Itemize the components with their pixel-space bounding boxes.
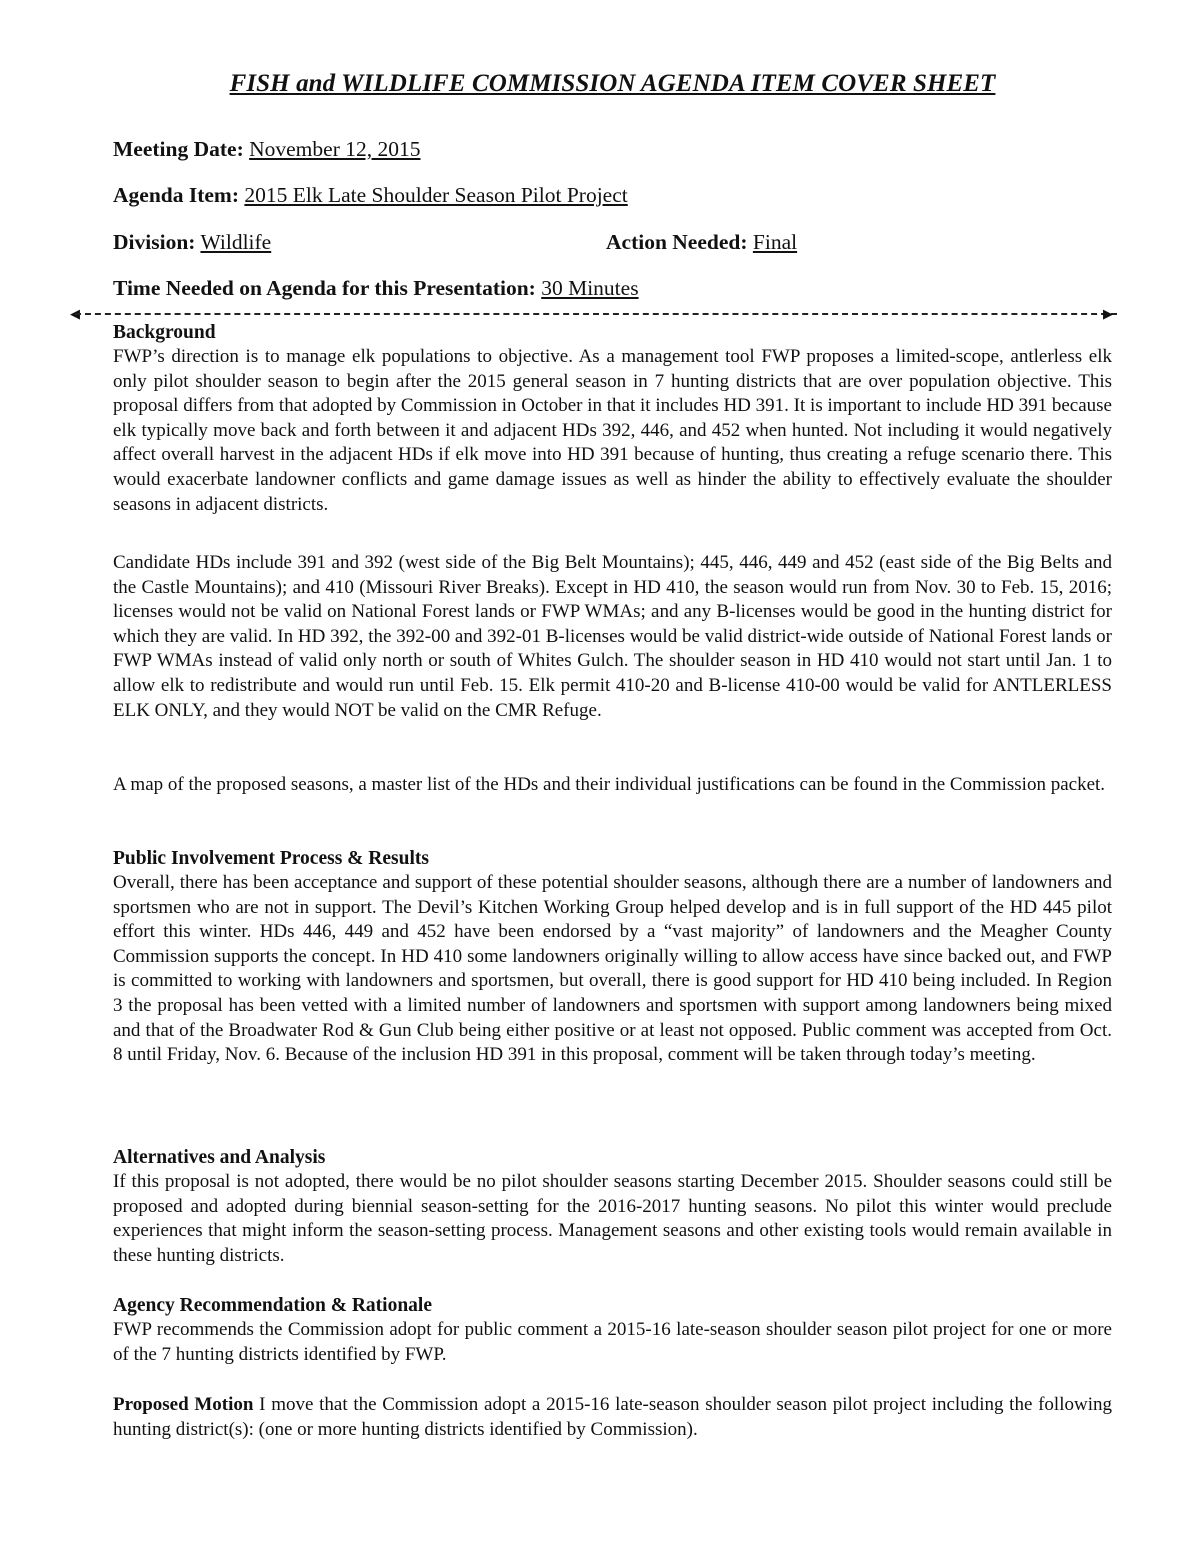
alternatives-paragraph: If this proposal is not adopted, there would be no pilot shoulder seasons starting December 2015. Shoulder seasons could still be proposed and adopted during biennial season-setting for the 2016-2017 hunting seasons. No pilot this winter would preclude experiences that might inform the season-setting process. Management seasons and other existing tools would remain available in these hunting districts. <box>113 1171 1112 1266</box>
motion-heading: Proposed Motion <box>113 1394 254 1415</box>
division-value: Wildlife <box>200 230 272 254</box>
meeting-date-value: November 12, 2015 <box>249 137 421 161</box>
meeting-date-label: Meeting Date: <box>113 137 244 161</box>
meeting-date-line <box>113 136 420 162</box>
motion-paragraph <box>113 1393 1112 1442</box>
motion-text: I move that the Commission adopt a 2015-16 late-season shoulder season pilot project including the following hunting district(s): (one or more hunting districts identified by Commission). <box>113 1394 1112 1440</box>
background-section-3 <box>113 773 1112 798</box>
document-title: FISH and WILDLIFE COMMISSION AGENDA ITEM COVER SHEET <box>229 70 996 97</box>
agenda-item-line <box>113 182 628 208</box>
time-needed-value: 30 Minutes <box>541 276 639 300</box>
division-label: Division: <box>113 230 196 254</box>
background-section <box>113 321 1112 517</box>
public-involvement-paragraph: Overall, there has been acceptance and support of these potential shoulder seasons, although there are a number of landowners and sportsmen who are not in support. The Devil’s Kitchen Working Group helped develop and is in full support of the HD 445 pilot effort this winter. HDs 446, 449 and 452 have been endorsed by a “vast majority” of landowners and the Meagher County Commission supports the concept. In HD 410 some landowners originally willing to allow access have since backed out, and FWP is committed to working with landowners and sportsmen, but overall, there is good support for HD 410 being included. In Region 3 the proposal has been vetted with a limited number of landowners and sportsmen with support among landowners being mixed and that of the Broadwater Rod & Gun Club being either positive or at least not opposed. Public comment was accepted from Oct. 8 until Friday, Nov. 6. Because of the inclusion HD 391 in this proposal, comment will be taken through today’s meeting. <box>113 872 1112 1066</box>
time-needed-line <box>113 275 639 301</box>
recommendation-heading: Agency Recommendation & Rationale <box>113 1295 432 1316</box>
agenda-item-value: 2015 Elk Late Shoulder Season Pilot Project <box>244 183 628 207</box>
time-needed-label: Time Needed on Agenda for this Presentation: <box>113 276 536 300</box>
action-needed-value: Final <box>752 230 798 254</box>
agenda-item-label: Agenda Item: <box>113 183 239 207</box>
action-needed-line <box>606 229 797 255</box>
alternatives-heading: Alternatives and Analysis <box>113 1147 326 1168</box>
action-needed-label: Action Needed: <box>606 230 748 254</box>
background-paragraph-1: FWP’s direction is to manage elk populations to objective. As a management tool FWP proposes a limited-scope, antlerless elk only pilot shoulder season to begin after the 2015 general season in 7 hunting districts that are over population objective. This proposal differs from that adopted by Commission in October in that it includes HD 391. It is important to include HD 391 because elk typically move back and forth between it and adjacent HDs 392, 446, and 452 when hunted. Not including it would negatively affect overall harvest in the adjacent HDs if elk move into HD 391 because of hunting, thus creating a refuge scenario there. This would exacerbate landowner conflicts and game damage issues as well as hinder the ability to effectively evaluate the shoulder seasons in adjacent districts. <box>113 346 1112 515</box>
background-heading: Background <box>113 322 216 343</box>
background-paragraph-2: Candidate HDs include 391 and 392 (west side of the Big Belt Mountains); 445, 446, 449 and 452 (east side of the Big Belts and the Castle Mountains); and 410 (Missouri River Breaks). Except in HD 410, the season would run from Nov. 30 to Feb. 15, 2016; licenses would not be valid on National Forest lands or FWP WMAs; and any B-licenses would be good in the hunting district for which they are valid. In HD 392, the 392-00 and 392-01 B-licenses would be valid district-wide outside of National Forest lands or FWP WMAs instead of valid only north or south of Whites Gulch. The shoulder season in HD 410 would not start until Jan. 1 to allow elk to redistribute and would run until Feb. 15. Elk permit 410-20 and B-license 410-00 would be valid for ANTLERLESS ELK ONLY, and they would NOT be valid on the CMR Refuge. <box>113 552 1112 721</box>
public-involvement-section <box>113 847 1112 1068</box>
recommendation-section <box>113 1294 1112 1367</box>
division-line <box>113 229 271 255</box>
divider-left-arrow-icon: ◀ <box>70 306 80 321</box>
motion-section <box>113 1393 1112 1442</box>
alternatives-section <box>113 1146 1112 1268</box>
recommendation-paragraph: FWP recommends the Commission adopt for public comment a 2015-16 late-season shoulder season pilot project for one or more of the 7 hunting districts identified by FWP. <box>113 1319 1112 1365</box>
divider-right-arrow-icon: ▶ <box>1103 306 1113 321</box>
background-paragraph-3: A map of the proposed seasons, a master list of the HDs and their individual justifications can be found in the Commission packet. <box>113 774 1106 795</box>
section-divider <box>75 313 1117 317</box>
background-section-2 <box>113 551 1112 723</box>
public-involvement-heading: Public Involvement Process & Results <box>113 848 429 869</box>
